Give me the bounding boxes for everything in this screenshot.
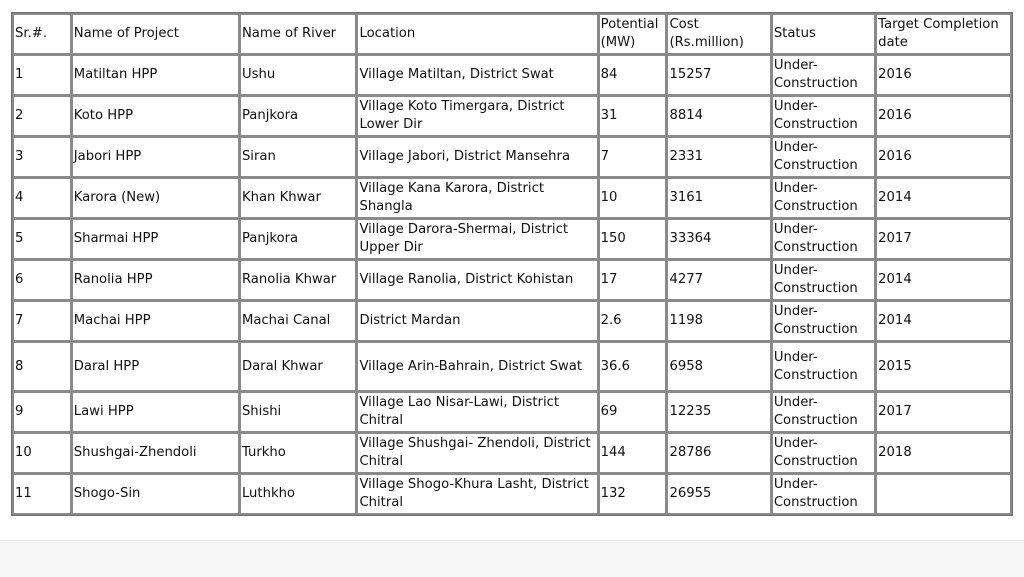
cell-sr: 2: [13, 96, 71, 136]
cell-potential: 2.6: [599, 301, 667, 341]
header-target-date: Target Completion date: [876, 14, 1011, 54]
cell-project-name: Daral HPP: [72, 342, 239, 391]
cell-river-name: Turkho: [240, 433, 357, 473]
cell-location: Village Shogo-Khura Lasht, District Chitral: [357, 474, 597, 514]
cell-cost: 6958: [667, 342, 770, 391]
cell-project-name: Shushgai-Zhendoli: [72, 433, 239, 473]
table-row: [13, 342, 1011, 391]
cell-location: Village Shushgai- Zhendoli, District Chitral: [357, 433, 597, 473]
table-body: [13, 55, 1011, 514]
table-row: [13, 260, 1011, 300]
cell-sr: 8: [13, 342, 71, 391]
cell-status: Under-Construction: [772, 301, 875, 341]
cell-cost: 2331: [667, 137, 770, 177]
cell-location: Village Matiltan, District Swat: [357, 55, 597, 95]
cell-location: Village Kana Karora, District Shangla: [357, 178, 597, 218]
cell-target-date: [876, 474, 1011, 514]
cell-target-date: 2018: [876, 433, 1011, 473]
cell-project-name: Machai HPP: [72, 301, 239, 341]
cell-cost: 4277: [667, 260, 770, 300]
cell-project-name: Shogo-Sin: [72, 474, 239, 514]
cell-project-name: Matiltan HPP: [72, 55, 239, 95]
header-row: [13, 14, 1011, 54]
cell-cost: 33364: [667, 219, 770, 259]
table-row: [13, 392, 1011, 432]
cell-river-name: Khan Khwar: [240, 178, 357, 218]
table-row: [13, 301, 1011, 341]
header-cost: Cost (Rs.million): [667, 14, 770, 54]
cell-status: Under-Construction: [772, 96, 875, 136]
cell-status: Under-Construction: [772, 433, 875, 473]
cell-potential: 7: [599, 137, 667, 177]
cell-location: District Mardan: [357, 301, 597, 341]
cell-cost: 26955: [667, 474, 770, 514]
cell-target-date: 2014: [876, 178, 1011, 218]
header-sr: Sr.#.: [13, 14, 71, 54]
cell-location: Village Koto Timergara, District Lower Dir: [357, 96, 597, 136]
cell-status: Under-Construction: [772, 137, 875, 177]
table-header: [13, 14, 1011, 54]
cell-project-name: Karora (New): [72, 178, 239, 218]
cell-potential: 10: [599, 178, 667, 218]
cell-cost: 1198: [667, 301, 770, 341]
table-row: [13, 433, 1011, 473]
cell-project-name: Lawi HPP: [72, 392, 239, 432]
hydropower-projects-table: [11, 12, 1013, 516]
cell-project-name: Jabori HPP: [72, 137, 239, 177]
cell-river-name: Ushu: [240, 55, 357, 95]
cell-sr: 10: [13, 433, 71, 473]
table-row: [13, 137, 1011, 177]
cell-project-name: Ranolia HPP: [72, 260, 239, 300]
cell-potential: 17: [599, 260, 667, 300]
cell-potential: 36.6: [599, 342, 667, 391]
table-row: [13, 55, 1011, 95]
cell-river-name: Machai Canal: [240, 301, 357, 341]
cell-target-date: 2016: [876, 137, 1011, 177]
cell-potential: 31: [599, 96, 667, 136]
cell-status: Under-Construction: [772, 178, 875, 218]
cell-river-name: Panjkora: [240, 96, 357, 136]
cell-project-name: Koto HPP: [72, 96, 239, 136]
header-location: Location: [357, 14, 597, 54]
header-project-name: Name of Project: [72, 14, 239, 54]
table-row: [13, 219, 1011, 259]
cell-sr: 6: [13, 260, 71, 300]
cell-location: Village Ranolia, District Kohistan: [357, 260, 597, 300]
cell-cost: 8814: [667, 96, 770, 136]
cell-sr: 4: [13, 178, 71, 218]
cell-cost: 12235: [667, 392, 770, 432]
cell-cost: 3161: [667, 178, 770, 218]
cell-location: Village Arin-Bahrain, District Swat: [357, 342, 597, 391]
cell-status: Under-Construction: [772, 392, 875, 432]
cell-potential: 150: [599, 219, 667, 259]
page-footer-band: [0, 540, 1024, 577]
cell-sr: 5: [13, 219, 71, 259]
cell-river-name: Panjkora: [240, 219, 357, 259]
table-row: [13, 474, 1011, 514]
cell-status: Under-Construction: [772, 260, 875, 300]
cell-sr: 3: [13, 137, 71, 177]
cell-potential: 69: [599, 392, 667, 432]
cell-status: Under-Construction: [772, 55, 875, 95]
cell-sr: 7: [13, 301, 71, 341]
cell-potential: 144: [599, 433, 667, 473]
cell-target-date: 2015: [876, 342, 1011, 391]
cell-cost: 15257: [667, 55, 770, 95]
header-potential: Potential (MW): [599, 14, 667, 54]
cell-river-name: Siran: [240, 137, 357, 177]
cell-potential: 84: [599, 55, 667, 95]
cell-river-name: Luthkho: [240, 474, 357, 514]
cell-river-name: Ranolia Khwar: [240, 260, 357, 300]
cell-river-name: Shishi: [240, 392, 357, 432]
cell-location: Village Lao Nisar-Lawi, District Chitral: [357, 392, 597, 432]
table-row: [13, 96, 1011, 136]
cell-status: Under-Construction: [772, 342, 875, 391]
cell-target-date: 2017: [876, 392, 1011, 432]
cell-sr: 11: [13, 474, 71, 514]
header-status: Status: [772, 14, 875, 54]
cell-status: Under-Construction: [772, 219, 875, 259]
cell-status: Under-Construction: [772, 474, 875, 514]
cell-sr: 1: [13, 55, 71, 95]
table-row: [13, 178, 1011, 218]
cell-cost: 28786: [667, 433, 770, 473]
cell-river-name: Daral Khwar: [240, 342, 357, 391]
header-river-name: Name of River: [240, 14, 357, 54]
cell-target-date: 2017: [876, 219, 1011, 259]
cell-target-date: 2014: [876, 301, 1011, 341]
cell-project-name: Sharmai HPP: [72, 219, 239, 259]
cell-target-date: 2014: [876, 260, 1011, 300]
cell-sr: 9: [13, 392, 71, 432]
cell-target-date: 2016: [876, 55, 1011, 95]
cell-target-date: 2016: [876, 96, 1011, 136]
cell-location: Village Jabori, District Mansehra: [357, 137, 597, 177]
cell-potential: 132: [599, 474, 667, 514]
cell-location: Village Darora-Shermai, District Upper Dir: [357, 219, 597, 259]
